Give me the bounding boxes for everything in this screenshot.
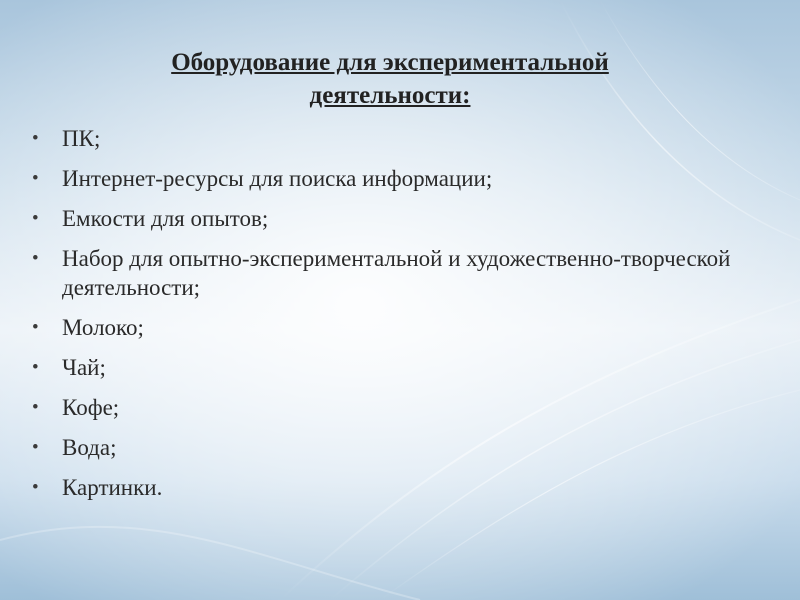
list-item-text: Кофе; — [62, 395, 120, 420]
bullet-icon: • — [32, 248, 39, 269]
bullet-icon: • — [32, 317, 39, 338]
list-item-text: Емкости для опытов; — [62, 206, 269, 231]
list-item — [30, 393, 770, 422]
bullet-icon: • — [32, 477, 39, 498]
list-item-text: Молоко; — [62, 315, 144, 340]
list-item — [30, 473, 770, 502]
list-item — [30, 164, 770, 193]
list-item — [30, 433, 770, 462]
equipment-list — [30, 124, 770, 513]
list-item-text: Набор для опытно-экспериментальной и художественно-творческой деятельности; — [62, 246, 731, 300]
bullet-icon: • — [32, 357, 39, 378]
list-item-text: Вода; — [62, 435, 117, 460]
list-item — [30, 204, 770, 233]
list-item-text: ПК; — [62, 126, 101, 151]
bullet-icon: • — [32, 168, 39, 189]
slide-title: Оборудование для экспериментальной деятельности: — [171, 49, 609, 109]
list-item — [30, 244, 770, 302]
list-item — [30, 313, 770, 342]
list-item-text: Картинки. — [62, 475, 163, 500]
bullet-icon: • — [32, 208, 39, 229]
list-item-text: Интернет-ресурсы для поиска информации; — [62, 166, 493, 191]
list-item-text: Чай; — [62, 355, 106, 380]
bullet-icon: • — [32, 128, 39, 149]
list-item — [30, 353, 770, 382]
bullet-icon: • — [32, 437, 39, 458]
list-item — [30, 124, 770, 153]
bullet-icon: • — [32, 397, 39, 418]
